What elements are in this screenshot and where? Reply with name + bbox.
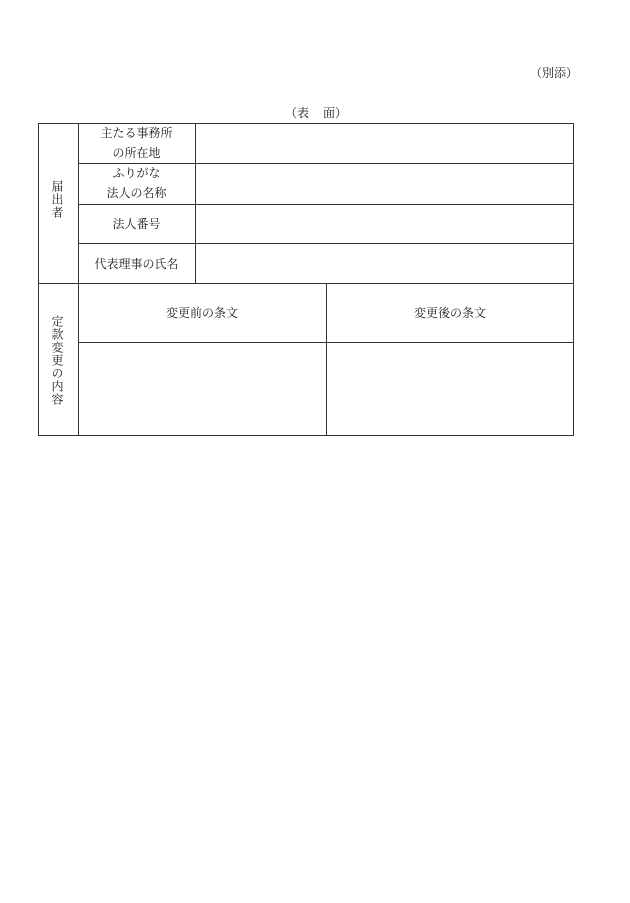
- section-divider: [38, 283, 574, 284]
- before-article-field[interactable]: [79, 343, 325, 435]
- corporation-name-field[interactable]: [196, 164, 573, 204]
- representative-name-label: 代表理事の氏名: [94, 257, 179, 271]
- corporate-number-label: 法人番号: [112, 217, 161, 231]
- side-title: [285, 104, 347, 121]
- office-address-label: 主たる事務所 の所在地: [100, 126, 173, 160]
- office-address-field[interactable]: [196, 124, 573, 163]
- notifier-heading: 届出者: [50, 180, 64, 219]
- after-article-field[interactable]: [327, 343, 573, 435]
- after-article-header: 変更後の条文: [413, 306, 486, 320]
- attachment-label: （別添）: [530, 66, 579, 80]
- side-title-left: （表: [285, 106, 310, 120]
- side-title-right: 面）: [323, 106, 348, 120]
- corporation-name-label: ふりがな 法人の名称: [106, 166, 167, 200]
- representative-name-field[interactable]: [196, 244, 573, 283]
- amendment-heading: 定款変更の内容: [50, 315, 64, 406]
- corporate-number-field[interactable]: [196, 205, 573, 243]
- before-article-header: 変更前の条文: [165, 306, 238, 320]
